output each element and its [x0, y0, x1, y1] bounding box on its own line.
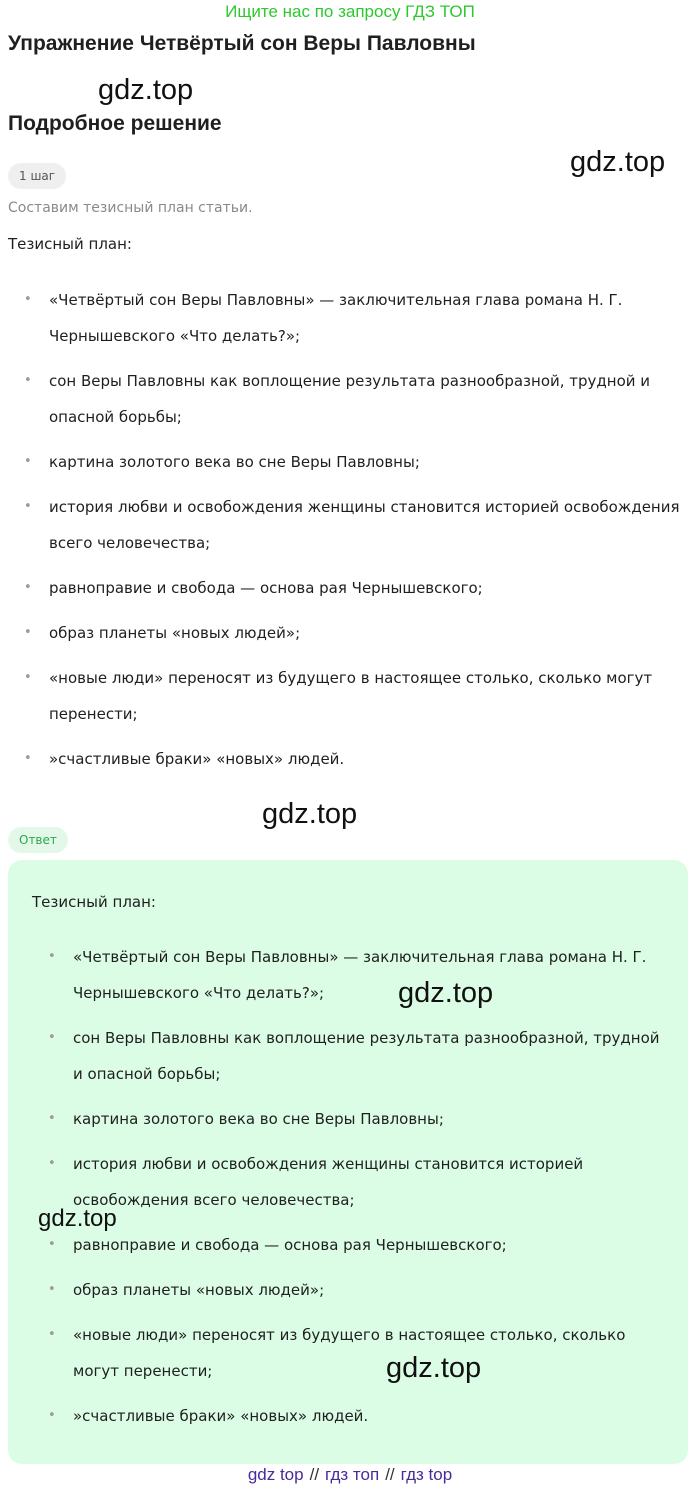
- footer-link[interactable]: гдз топ: [325, 1465, 380, 1484]
- list-item: • сон Веры Павловны как воплощение результата разнообразной, трудной и опасной борьбы;: [73, 1020, 673, 1092]
- list-item: • »счастливые браки» «новых» людей.: [49, 741, 689, 777]
- watermark: gdz.top: [398, 977, 494, 1009]
- footer-link[interactable]: gdz top: [247, 1465, 304, 1484]
- footer: [0, 1465, 700, 1485]
- answer-thesis-list: [73, 939, 673, 1443]
- list-item: • образ планеты «новых людей»;: [49, 615, 689, 651]
- thesis-list: [49, 282, 689, 786]
- list-item: • «новые люди» переносят из будущего в настоящее столько, сколько могут перенести;: [73, 1317, 673, 1389]
- watermark: gdz.top: [98, 74, 194, 106]
- watermark: gdz.top: [262, 798, 358, 830]
- list-item: • история любви и освобождения женщины становится историей освобождения всего человечества;: [49, 489, 689, 561]
- page-title: Упражнение Четвёртый сон Веры Павловны: [8, 32, 476, 55]
- list-item: • образ планеты «новых людей»;: [73, 1272, 673, 1308]
- list-item: • «Четвёртый сон Веры Павловны» — заключительная глава романа Н. Г. Чернышевского «Что делать?»;: [73, 939, 673, 1011]
- list-item: • картина золотого века во сне Веры Павловны;: [49, 444, 689, 480]
- list-item: • картина золотого века во сне Веры Павловны;: [73, 1101, 673, 1137]
- answer-plan-heading: Тезисный план:: [32, 893, 156, 911]
- footer-separator: //: [385, 1465, 395, 1484]
- watermark: gdz.top: [386, 1352, 482, 1384]
- answer-badge: Ответ: [8, 827, 68, 853]
- section-title: Подробное решение: [8, 112, 222, 135]
- watermark: gdz.top: [570, 146, 666, 178]
- list-item: • сон Веры Павловны как воплощение результата разнообразной, трудной и опасной борьбы;: [49, 363, 689, 435]
- footer-separator: //: [309, 1465, 320, 1484]
- watermark: gdz.top: [38, 1205, 117, 1232]
- list-item: • история любви и освобождения женщины становится историей освобождения всего человечества;: [73, 1146, 673, 1218]
- footer-link[interactable]: гдз top: [400, 1465, 453, 1484]
- step-badge: 1 шаг: [8, 163, 66, 189]
- list-item: • равноправие и свобода — основа рая Чернышевского;: [49, 570, 689, 606]
- plan-heading: Тезисный план:: [8, 235, 132, 253]
- list-item: • равноправие и свобода — основа рая Чернышевского;: [73, 1227, 673, 1263]
- list-item: • «новые люди» переносят из будущего в настоящее столько, сколько могут перенести;: [49, 660, 689, 732]
- top-banner: Ищите нас по запросу ГДЗ ТОП: [225, 2, 475, 21]
- list-item: • »счастливые браки» «новых» людей.: [73, 1398, 673, 1434]
- list-item: • «Четвёртый сон Веры Павловны» — заключительная глава романа Н. Г. Чернышевского «Что делать?»;: [49, 282, 689, 354]
- step-note: Составим тезисный план статьи.: [8, 200, 253, 216]
